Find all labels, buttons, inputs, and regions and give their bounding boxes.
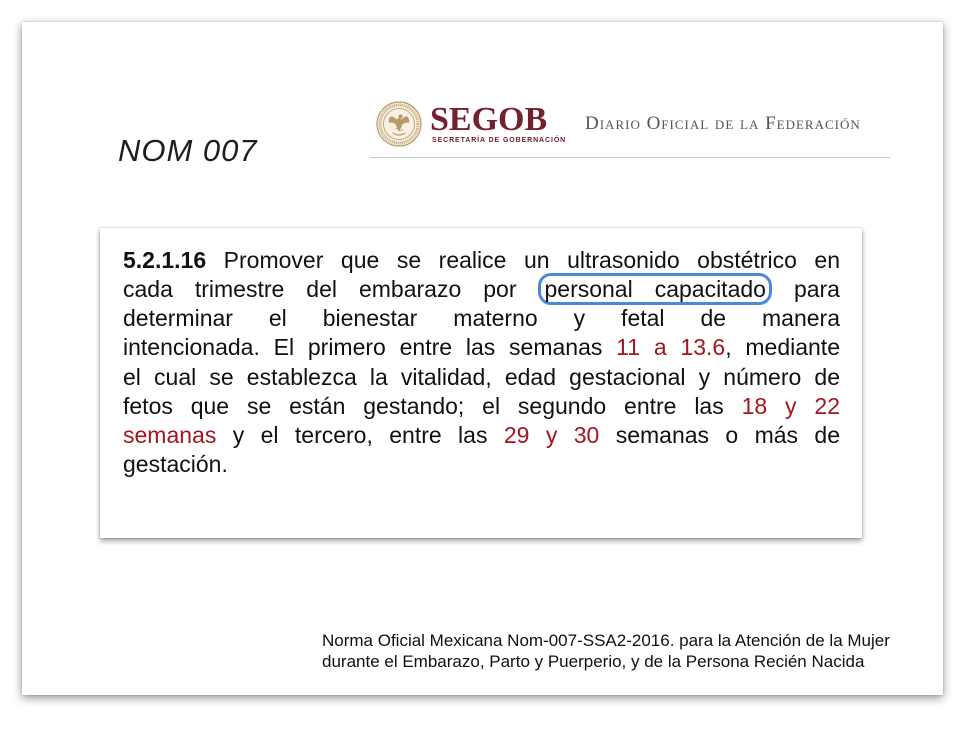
logo-name: SEGOB bbox=[430, 101, 548, 138]
seal-eagle-head bbox=[399, 115, 403, 119]
excerpt-text: intencionada. El primero entre las semanas bbox=[123, 334, 617, 361]
circled-highlight: personal capacitado bbox=[538, 273, 771, 305]
excerpt-line-8 bbox=[123, 450, 840, 479]
highlighted-weeks-third: 29 y 30 bbox=[503, 421, 600, 448]
excerpt-text: fetos que se están gestando; el segundo entre las bbox=[123, 392, 742, 419]
excerpt-line-5 bbox=[123, 363, 840, 392]
coat-of-arms-seal-icon bbox=[376, 101, 422, 147]
citation-line-2: durante el Embarazo, Parto y Puerperio, y de la Persona Recién Nacida bbox=[322, 652, 865, 671]
excerpt-line-4 bbox=[123, 333, 840, 362]
slide-title: NOM 007 bbox=[118, 133, 258, 168]
excerpt-line-6 bbox=[123, 392, 840, 421]
excerpt-text: para bbox=[771, 276, 840, 303]
logo-subtitle: SECRETARÍA DE GOBERNACIÓN bbox=[432, 137, 567, 144]
highlighted-weeks-first: 11 a 13.6 bbox=[616, 334, 726, 361]
header-divider bbox=[370, 157, 890, 158]
excerpt-text: semanas o más de bbox=[599, 421, 841, 448]
excerpt-line-1 bbox=[123, 246, 840, 275]
section-number: 5.2.1.16 bbox=[123, 247, 207, 273]
excerpt-text: y el tercero, entre las bbox=[216, 421, 504, 448]
segob-logo bbox=[376, 101, 576, 151]
excerpt-line-3 bbox=[123, 304, 840, 333]
excerpt-line-2 bbox=[123, 275, 840, 304]
excerpt-line-7 bbox=[123, 421, 840, 450]
excerpt-box bbox=[100, 228, 862, 538]
seal-eagle-body bbox=[396, 118, 402, 129]
excerpt-text: cada trimestre del embarazo por bbox=[123, 276, 539, 303]
highlighted-weeks-second-unit: semanas bbox=[123, 421, 217, 448]
publication-name: Diario Oficial de la Federación bbox=[585, 113, 861, 134]
excerpt-text: , mediante bbox=[725, 334, 840, 361]
excerpt-text: gestación. bbox=[123, 450, 228, 477]
excerpt-text: determinar el bienestar materno y fetal de manera bbox=[123, 305, 840, 332]
excerpt-text: el cual se establezca la vitalidad, edad gestacional y número de bbox=[123, 363, 840, 390]
citation bbox=[322, 630, 890, 672]
slide bbox=[22, 22, 943, 695]
highlighted-weeks-second: 18 y 22 bbox=[741, 392, 840, 419]
excerpt-text: Promover que se realice un ultrasonido obstétrico en bbox=[206, 247, 840, 273]
citation-line-1: Norma Oficial Mexicana Nom-007-SSA2-2016. para la Atención de la Mujer bbox=[322, 631, 890, 650]
